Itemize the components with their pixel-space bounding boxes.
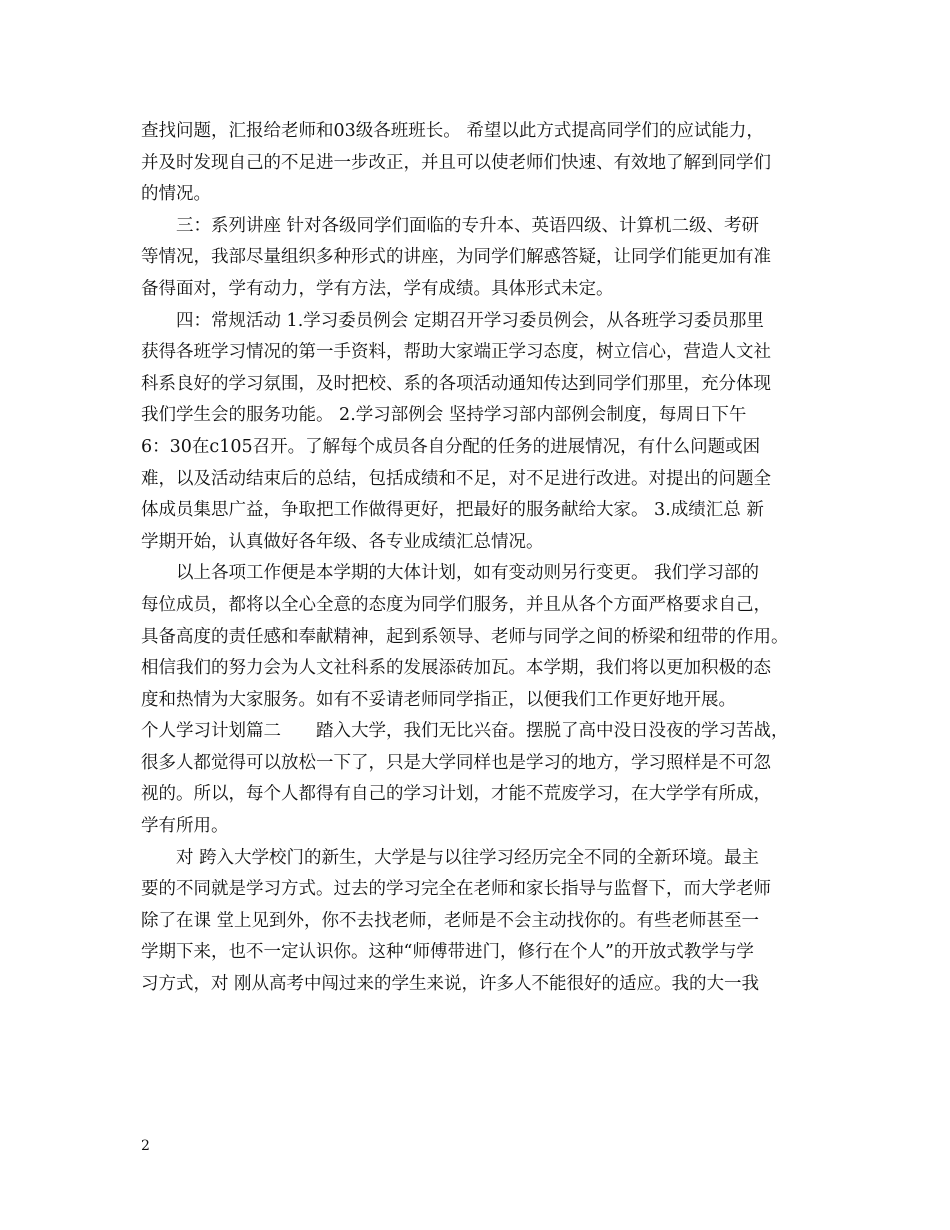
text-line: 体成员集思广益，争取把工作做得更好，把最好的服务献给大家。 3.成绩汇总 新 <box>141 500 764 521</box>
text-line: 除了在课 堂上见到外，你不去找老师，老师是不会主动找你的。有些老师甚至一 <box>141 910 760 931</box>
text-line: 我们学生会的服务功能。 2.学习部例会 坚持学习部内部例会制度，每周日下午 <box>141 405 747 426</box>
text-line: 学有所用。 <box>141 816 229 837</box>
text-line: 以上各项工作便是本学期的大体计划，如有变动则另行变更。 我们学习部的 <box>141 563 760 584</box>
text-line: 四：常规活动 1.学习委员例会 定期召开学习委员例会，从各班学习委员那里 <box>141 310 764 331</box>
text-line: 的情况。 <box>141 184 211 205</box>
text-line: 具备高度的责任感和奉献精神，起到系领导、老师与同学之间的桥梁和纽带的作用。 <box>141 626 789 647</box>
text-line: 度和热情为大家服务。如有不妥请老师同学指正，以便我们工作更好地开展。 <box>141 689 736 710</box>
text-line: 科系良好的学习氛围，及时把校、系的各项活动通知传达到同学们那里，充分体现 <box>141 373 771 394</box>
text-line: 等情况，我部尽量组织多种形式的讲座，为同学们解惑答疑，让同学们能更加有准 <box>141 247 771 268</box>
text-line: 习方式，对 刚从高考中闯过来的学生来说，许多人不能很好的适应。我的大一我 <box>141 974 760 995</box>
text-line: 每位成员，都将以全心全意的态度为同学们服务，并且从各个方面严格要求自己， <box>141 594 771 615</box>
text-line: 查找问题，汇报给老师和03级各班班长。 希望以此方式提高同学们的应试能力， <box>141 121 764 141</box>
text-line: 获得各班学习情况的第一手资料，帮助大家端正学习态度，树立信心，营造人文社 <box>141 342 771 363</box>
text-line: 并及时发现自己的不足进一步改正，并且可以使老师们快速、有效地了解到同学们 <box>141 152 771 173</box>
text-line: 视的。所以，每个人都得有自己的学习计划，才能不荒废学习，在大学学有所成， <box>141 784 771 805</box>
text-line: 对 跨入大学校门的新生，大学是与以往学习经历完全不同的全新环境。最主 <box>141 847 760 868</box>
text-line: 要的不同就是学习方式。过去的学习完全在老师和家长指导与监督下，而大学老师 <box>141 879 771 900</box>
text-line: 难，以及活动结束后的总结，包括成绩和不足，对不足进行改进。对提出的问题全 <box>141 468 771 489</box>
text-line: 6：30在c105召开。了解每个成员各自分配的任务的进展情况，有什么问题或困 <box>141 436 761 457</box>
body-text <box>141 116 831 1001</box>
text-line: 很多人都觉得可以放松一下了，只是大学同样也是学习的地方，学习照样是不可忽 <box>141 752 771 773</box>
text-line: 三：系列讲座 针对各级同学们面临的专升本、英语四级、计算机二级、考研 <box>141 215 760 236</box>
page-number: 2 <box>141 1138 150 1154</box>
text-line: 学期开始，认真做好各年级、各专业成绩汇总情况。 <box>141 531 544 552</box>
text-line: 学期下来，也不一定认识你。这种“师傅带进门，修行在个人”的开放式教学与学 <box>141 942 754 963</box>
section-heading-line: 个人学习计划篇二 踏入大学，我们无比兴奋。摆脱了高中没日没夜的学习苦战， <box>141 721 789 742</box>
text-line: 相信我们的努力会为人文社科系的发展添砖加瓦。本学期，我们将以更加积极的态 <box>141 658 771 679</box>
text-line: 备得面对，学有动力，学有方法，学有成绩。具体形式未定。 <box>141 278 614 299</box>
